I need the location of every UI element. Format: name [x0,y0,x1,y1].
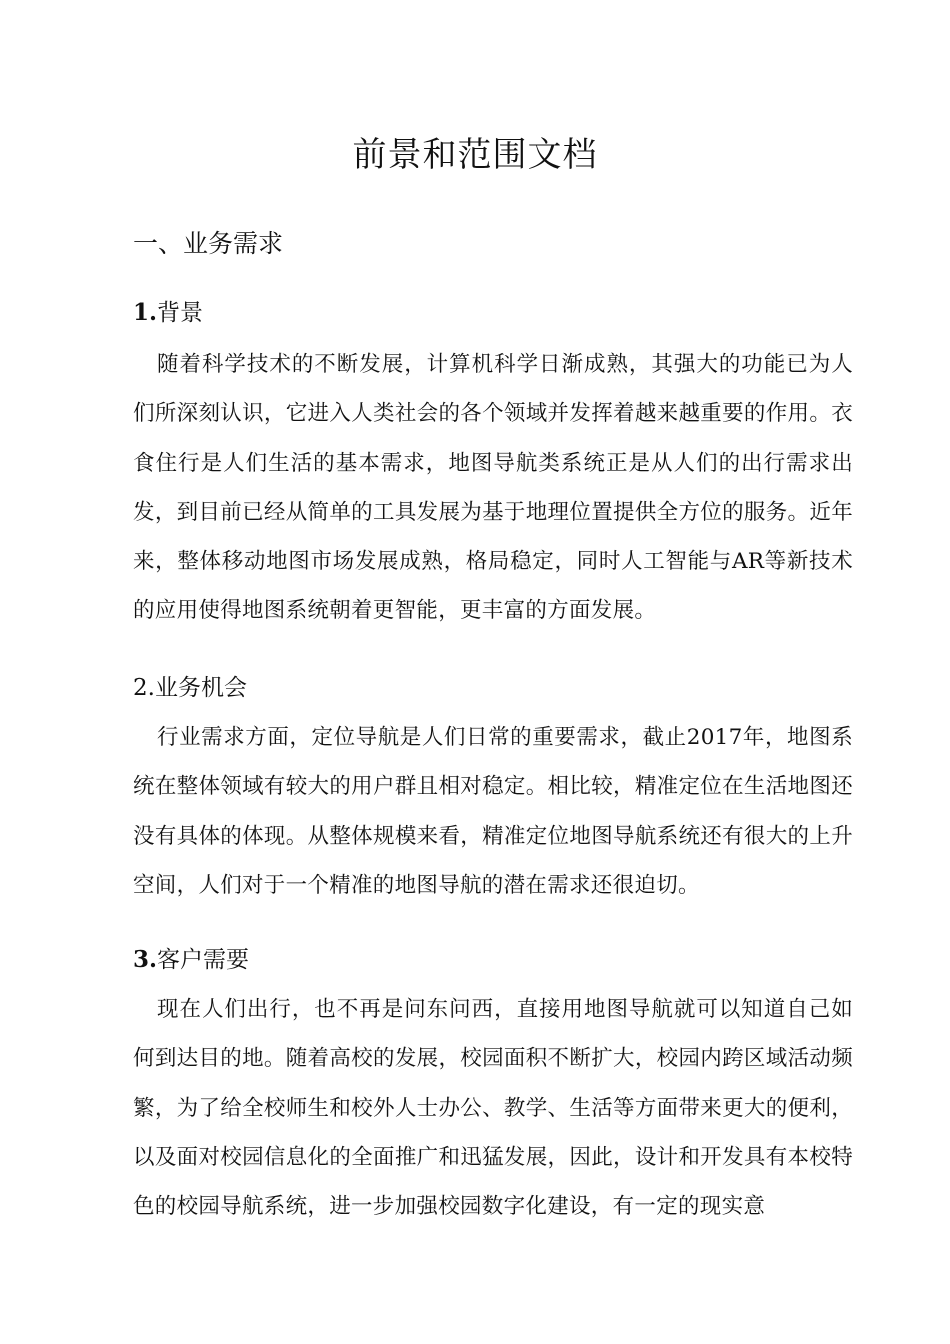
subsection-title: 业务机会 [154,675,247,701]
paragraph-background: 随着科学技术的不断发展，计算机科学日渐成熟，其强大的功能已为人们所深刻认识，它进入人类社会的各个领域并发挥着越来越重要的作用。衣食住行是人们生活的基本需求，地图导航类系统正是从人们的出行需求出发，到目前已经从简单的工具发展为基于地理位置提供全方位的服务。近年来，整体移动地图市场发展成熟，格局稳定，同时人工智能与AR等新技术的应用使得地图系统朝着更智能，更丰富的方面发展。 [133,352,853,624]
section-heading-business-requirements: 一、业务需求 [133,229,284,258]
subsection-heading-business-opportunity [133,671,247,705]
subsection-number: 3. [133,946,158,973]
subsection-heading-background [133,296,203,330]
subsection-heading-customer-needs [133,943,249,977]
paragraph-business-opportunity: 行业需求方面，定位导航是人们日常的重要需求，截止2017年，地图系统在整体领域有较大的用户群且相对稳定。相比较，精准定位在生活地图还没有具体的体现。从整体规模来看，精准定位地图导航系统还有很大的上升空间，人们对于一个精准的地图导航的潜在需求还很迫切。 [133,725,853,898]
subsection-title: 客户需要 [157,947,250,973]
subsection-number: 2. [133,675,155,701]
subsection-number: 1. [133,299,158,326]
subsection-title: 背景 [157,300,204,326]
paragraph-customer-needs: 现在人们出行，也不再是问东问西，直接用地图导航就可以知道自己如何到达目的地。随着高校的发展，校园面积不断扩大，校园内跨区域活动频繁，为了给全校师生和校外人士办公、教学、生活等方面带来更大的便利，以及面对校园信息化的全面推广和迅猛发展，因此，设计和开发具有本校特色的校园导航系统，进一步加强校园数字化建设，有一定的现实意 [133,997,853,1220]
document-title: 前景和范围文档 [352,135,598,175]
